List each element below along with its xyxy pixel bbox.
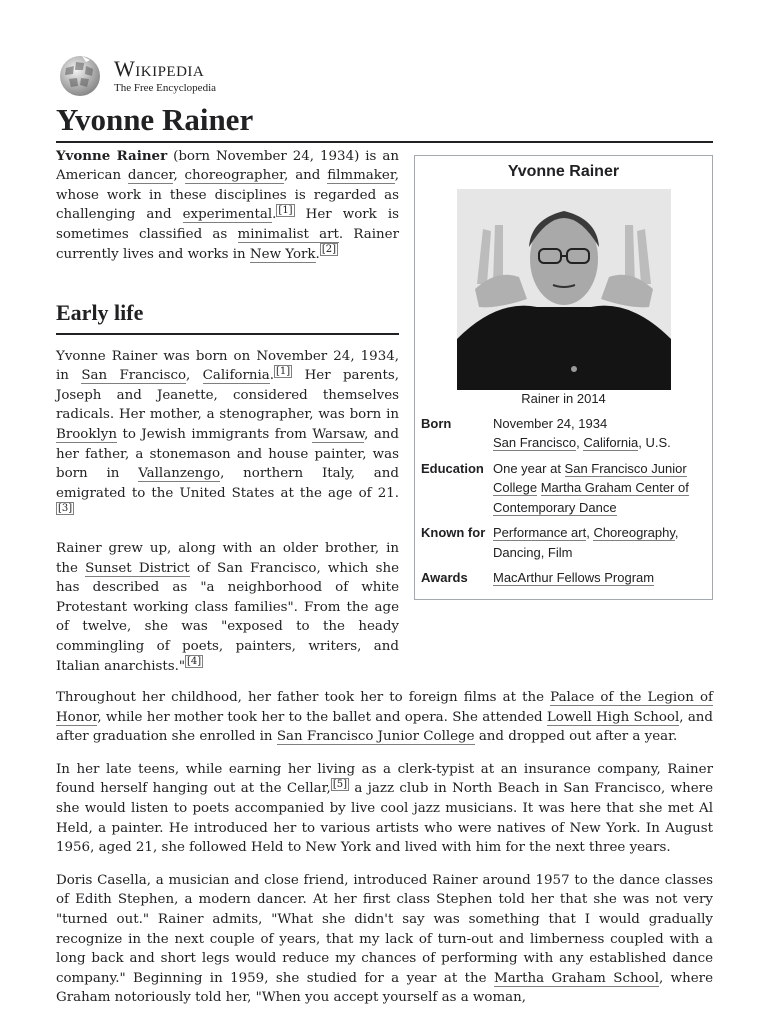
text-run: . [315, 246, 320, 262]
text-run: and dropped out after a year. [474, 729, 678, 745]
wiki-link[interactable]: experimental [182, 207, 273, 223]
text-run: Her work is sometimes classified as [56, 207, 399, 243]
infobox-row [415, 411, 712, 456]
tagline: The Free Encyclopedia [114, 82, 217, 94]
citation-link[interactable]: [3] [58, 502, 73, 514]
text-run: Throughout her childhood, her father took her to foreign films at the [56, 690, 551, 706]
infobox-title: Yvonne Rainer [507, 162, 620, 180]
text-run: Her parents, Joseph and Jeanette, considered themselves radicals. Her mother, a stenographer, was born in [56, 368, 400, 423]
paragraph [56, 347, 399, 523]
text-run: . Rainer currently lives and works in [56, 227, 399, 262]
infobox-value [493, 523, 706, 562]
text-run: , and [284, 168, 328, 184]
infobox [414, 155, 713, 600]
wiki-link[interactable]: Martha Graham Center of Contemporary Dance [493, 480, 689, 515]
text-run: , Dancing, Film [493, 525, 679, 560]
text-run: , [576, 435, 584, 451]
wiki-link[interactable]: Vallanzengo [138, 466, 221, 482]
infobox-value [493, 459, 706, 518]
text-run: Doris Casella, a musician and close friend, introduced Rainer around 1957 to the dance classes of Edith Stephen, a modern dancer. At her first class Stephen told her that she was not very "turned out." Rainer admits, "What she didn't say was something that I would gradually recognize in the next couple of years, that my lack of turn-out and limberness coupled with a long back and short legs would reduce my chances of performing with any established dance company." Beginning in 1959, she studied for a year at the [56, 872, 713, 986]
text-run: (born November 24, 1934) is an American [56, 148, 399, 184]
citation-link[interactable]: [2] [321, 244, 336, 256]
wiki-link[interactable]: Choreography [593, 525, 675, 541]
article-page [56, 54, 713, 1021]
text-run: Yvonne Rainer was born on November 24, 1934, in [56, 348, 399, 384]
infobox-label: Awards [421, 570, 468, 586]
lead-column [56, 143, 399, 676]
wikipedia-globe-icon [56, 54, 104, 98]
infobox-label: Born [421, 415, 452, 431]
section-heading-early-life: Early life [56, 300, 399, 334]
text-run: , whose work in these disciplines is regarded as challenging and [56, 168, 400, 223]
wiki-link[interactable]: Brooklyn [56, 426, 117, 442]
text-run: , [186, 368, 203, 384]
wikipedia-logo[interactable] [56, 54, 713, 98]
wiki-link[interactable]: dancer [127, 168, 174, 184]
infobox-label: Known for [421, 525, 486, 541]
text-run: . [272, 207, 277, 223]
page-title: Yvonne Rainer [56, 102, 713, 143]
wiki-link[interactable]: MacArthur Fellows Program [493, 570, 655, 586]
text-run: to Jewish immigrants from [116, 426, 313, 442]
bold-name: Yvonne Rainer [56, 147, 168, 164]
wiki-link[interactable]: San Francisco Junior College [276, 729, 475, 745]
infobox-row [415, 456, 712, 521]
citation-link[interactable]: [4] [187, 656, 202, 668]
wiki-link[interactable]: Warsaw [312, 426, 365, 442]
infobox-row [415, 565, 712, 591]
infobox-caption: Rainer in 2014 [521, 390, 606, 406]
text-run: , northern Italy, and emigrated to the United States at the age of 21. [56, 466, 399, 501]
citation-link[interactable]: [5] [332, 779, 347, 790]
text-run: , [173, 168, 185, 184]
text-run: , and her father, a stonemason and house painter, was born in [56, 426, 399, 482]
wiki-link[interactable]: San Francisco Junior College [493, 460, 687, 496]
text-run: November 24, 1934 [493, 415, 608, 431]
paragraph [56, 760, 713, 858]
text-run: In her late teens, while earning her living as a clerk-typist at an insurance company, Rainer found herself hanging out at the Cellar, [56, 761, 713, 797]
intro-paragraph [56, 147, 399, 265]
text-run: , and after graduation she enrolled in [56, 709, 713, 745]
body-text [56, 676, 713, 1008]
text-run: , U.S. [638, 435, 671, 451]
wiki-link[interactable]: California [583, 435, 639, 451]
portrait-photo[interactable] [457, 189, 671, 390]
wiki-link[interactable]: Performance art [493, 525, 587, 541]
wiki-link[interactable]: filmmaker [327, 168, 395, 184]
citation-link[interactable]: [1] [276, 365, 291, 377]
infobox-value [493, 414, 706, 453]
text-run: Rainer grew up, along with an older brother, in the [56, 540, 399, 576]
wordmark: Wikipedia [114, 56, 205, 81]
text-run: a jazz club in North Beach in San Francisco, where she would listen to poets accompanied by live cool jazz musicians. It was here that she met Al Held, a painter. He introduced her to various artists who were natives of New York. In August 1956, aged 21, she followed Held to New York and lived with him for the next three years. [56, 781, 713, 856]
paragraph [56, 688, 713, 747]
infobox-rows [415, 411, 712, 591]
wiki-link[interactable]: San Francisco [493, 435, 577, 451]
wiki-link[interactable]: choreographer [184, 168, 285, 184]
infobox-row [415, 520, 712, 565]
infobox-label: Education [421, 460, 484, 476]
wiki-link[interactable]: minimalist art [237, 227, 339, 243]
text-run: . [269, 368, 275, 384]
text-run: , where Graham notoriously told her, "When you accept yourself as a woman, [56, 970, 713, 1006]
paragraph [56, 539, 399, 676]
wiki-link[interactable]: Martha Graham School [493, 970, 659, 986]
text-run: , while her mother took her to the ballet and opera. She attended [97, 709, 547, 725]
wiki-link[interactable]: Lowell High School [546, 709, 680, 725]
citation-link[interactable]: [1] [278, 204, 293, 216]
infobox-value [493, 568, 706, 588]
wiki-link[interactable]: California [202, 368, 270, 384]
text-run: , [586, 525, 594, 541]
text-run: of San Francisco, which she has described as "a neighborhood of white Protestant working class families". From the age of twelve, she was "exposed to the heady commingling of poets, painters, writers, and Italian anarchists." [56, 560, 399, 674]
wiki-link[interactable]: San Francisco [81, 368, 186, 384]
wiki-link[interactable]: Sunset District [85, 560, 190, 576]
paragraph [56, 871, 713, 1008]
wiki-link[interactable]: Palace of the Legion of Honor [56, 690, 714, 725]
text-run: One year at [493, 460, 565, 476]
wiki-link[interactable]: New York [249, 246, 316, 262]
